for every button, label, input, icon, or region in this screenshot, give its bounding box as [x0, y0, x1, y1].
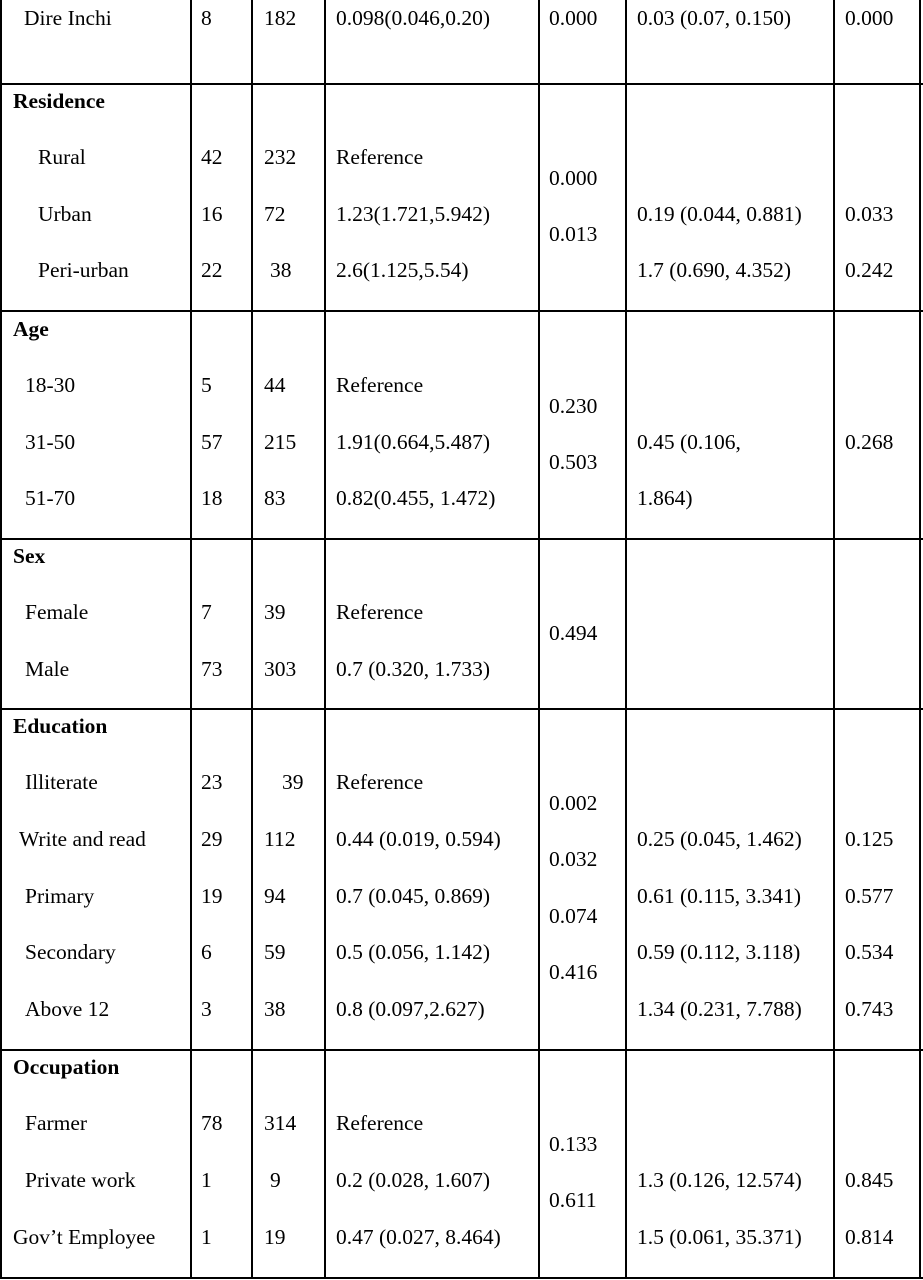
cell-count-1: 19: [201, 884, 223, 908]
cell-count-2: 9: [270, 1168, 281, 1192]
cell-count-2: 215: [264, 430, 297, 454]
row-label: Private work: [25, 1168, 136, 1192]
grid-line: [324, 0, 326, 1278]
group-p-value: 0.494: [549, 621, 598, 645]
cell-count-2: 39: [264, 600, 286, 624]
cell-aor: 0.45 (0.106,: [637, 430, 741, 454]
cell-count-1: 7: [201, 600, 212, 624]
cell-adjusted-p-value: 0.534: [845, 940, 894, 964]
row-label: Farmer: [25, 1111, 88, 1135]
cell-aor: 1.5 (0.061, 35.371): [637, 1225, 802, 1249]
cell-count-1: 3: [201, 997, 212, 1021]
cell-adjusted-p-value: 0.268: [845, 430, 894, 454]
grid-line: [538, 0, 540, 1278]
grid-line: [0, 83, 923, 85]
grid-line: [833, 0, 835, 1278]
cell-count-1: 8: [201, 6, 212, 30]
cell-cor: 2.6(1.125,5.54): [336, 258, 469, 282]
grid-line: [0, 1277, 923, 1279]
cell-cor: 1.23(1.721,5.942): [336, 202, 491, 226]
cell-aor: 0.19 (0.044, 0.881): [637, 202, 802, 226]
cell-count-2: 314: [264, 1111, 297, 1135]
cell-adjusted-p-value: 0.743: [845, 997, 894, 1021]
cell-cor: Reference: [336, 373, 424, 397]
row-label: Rural: [38, 145, 86, 169]
group-p-value: 0.611: [549, 1188, 597, 1212]
cell-count-1: 78: [201, 1111, 223, 1135]
cell-aor: 1.7 (0.690, 4.352): [637, 258, 792, 282]
cell-adjusted-p-value: 0.845: [845, 1168, 894, 1192]
row-label: Above 12: [25, 997, 110, 1021]
grid-line: [0, 708, 923, 710]
cell-count-1: 1: [201, 1225, 212, 1249]
row-label: Peri-urban: [38, 258, 129, 282]
cell-cor: Reference: [336, 145, 424, 169]
cell-cor: 0.44 (0.019, 0.594): [336, 827, 501, 851]
cell-aor: 1.34 (0.231, 7.788): [637, 997, 802, 1021]
grid-line: [0, 1049, 923, 1051]
cell-count-2: 72: [264, 202, 286, 226]
cell-count-2: 83: [264, 486, 286, 510]
row-label: Dire Inchi: [24, 6, 112, 30]
cell-aor: 0.61 (0.115, 3.341): [637, 884, 802, 908]
row-label: Primary: [25, 884, 95, 908]
cell-aor: 0.59 (0.112, 3.118): [637, 940, 801, 964]
cell-cor: 0.098(0.046,0.20): [336, 6, 491, 30]
cell-cor: Reference: [336, 1111, 424, 1135]
group-heading-education: Education: [13, 714, 108, 738]
group-heading-residence: Residence: [13, 89, 105, 113]
cell-count-1: 29: [201, 827, 223, 851]
cell-p-value: 0.000: [549, 6, 598, 30]
cell-cor: 0.7 (0.320, 1.733): [336, 657, 491, 681]
grid-line: [251, 0, 253, 1278]
cell-count-1: 23: [201, 770, 223, 794]
cell-cor: Reference: [336, 600, 424, 624]
cell-count-1: 16: [201, 202, 223, 226]
cell-count-2: 59: [264, 940, 286, 964]
cell-adjusted-p-value: 0.577: [845, 884, 894, 908]
cell-count-2: 44: [264, 373, 286, 397]
cell-count-1: 42: [201, 145, 223, 169]
cell-cor: 0.2 (0.028, 1.607): [336, 1168, 491, 1192]
group-p-value: 0.230: [549, 394, 598, 418]
cell-aor: 0.25 (0.045, 1.462): [637, 827, 802, 851]
cell-count-2: 182: [264, 6, 297, 30]
row-label: Write and read: [19, 827, 146, 851]
cell-adjusted-p-value: 0.814: [845, 1225, 894, 1249]
grid-line: [190, 0, 192, 1278]
cell-count-2: 112: [264, 827, 296, 851]
group-p-value: 0.133: [549, 1132, 598, 1156]
group-p-value: 0.002: [549, 791, 598, 815]
cell-cor: 0.5 (0.056, 1.142): [336, 940, 491, 964]
cell-adjusted-p-value: 0.000: [845, 6, 894, 30]
grid-line: [0, 538, 923, 540]
cell-cor: 0.8 (0.097,2.627): [336, 997, 485, 1021]
cell-count-1: 18: [201, 486, 223, 510]
cell-cor: Reference: [336, 770, 424, 794]
cell-count-1: 73: [201, 657, 223, 681]
cell-count-2: 38: [264, 997, 286, 1021]
cell-cor: 0.7 (0.045, 0.869): [336, 884, 491, 908]
cell-count-2: 232: [264, 145, 297, 169]
group-heading-sex: Sex: [13, 544, 46, 568]
cell-aor: 1.864): [637, 486, 693, 510]
cell-count-2: 39: [282, 770, 304, 794]
cell-count-1: 1: [201, 1168, 212, 1192]
cell-count-1: 5: [201, 373, 212, 397]
cell-aor: 1.3 (0.126, 12.574): [637, 1168, 802, 1192]
cell-count-1: 57: [201, 430, 223, 454]
row-label: Gov’t Employee: [13, 1225, 156, 1249]
group-heading-age: Age: [13, 317, 49, 341]
cell-adjusted-p-value: 0.033: [845, 202, 894, 226]
grid-line: [0, 0, 2, 1278]
cell-aor: 0.03 (0.07, 0.150): [637, 6, 792, 30]
cell-count-2: 38: [270, 258, 292, 282]
cell-cor: 0.47 (0.027, 8.464): [336, 1225, 501, 1249]
group-p-value: 0.416: [549, 960, 598, 984]
cell-count-2: 19: [264, 1225, 286, 1249]
row-label: 31-50: [25, 430, 76, 454]
grid-line: [919, 0, 921, 1278]
grid-line: [625, 0, 627, 1278]
cell-count-2: 303: [264, 657, 297, 681]
grid-line: [0, 310, 923, 312]
row-label: Urban: [38, 202, 92, 226]
cell-adjusted-p-value: 0.125: [845, 827, 894, 851]
group-p-value: 0.000: [549, 166, 598, 190]
row-label: Secondary: [25, 940, 116, 964]
cell-cor: 0.82(0.455, 1.472): [336, 486, 496, 510]
row-label: 18-30: [25, 373, 76, 397]
cell-adjusted-p-value: 0.242: [845, 258, 894, 282]
group-p-value: 0.503: [549, 450, 598, 474]
row-label: Female: [25, 600, 89, 624]
row-label: Illiterate: [25, 770, 98, 794]
cell-count-1: 22: [201, 258, 223, 282]
group-heading-occupation: Occupation: [13, 1055, 120, 1079]
cell-count-1: 6: [201, 940, 212, 964]
row-label: 51-70: [25, 486, 76, 510]
cell-cor: 1.91(0.664,5.487): [336, 430, 491, 454]
cell-count-2: 94: [264, 884, 286, 908]
group-p-value: 0.013: [549, 222, 598, 246]
group-p-value: 0.032: [549, 847, 598, 871]
group-p-value: 0.074: [549, 904, 598, 928]
row-label: Male: [25, 657, 70, 681]
